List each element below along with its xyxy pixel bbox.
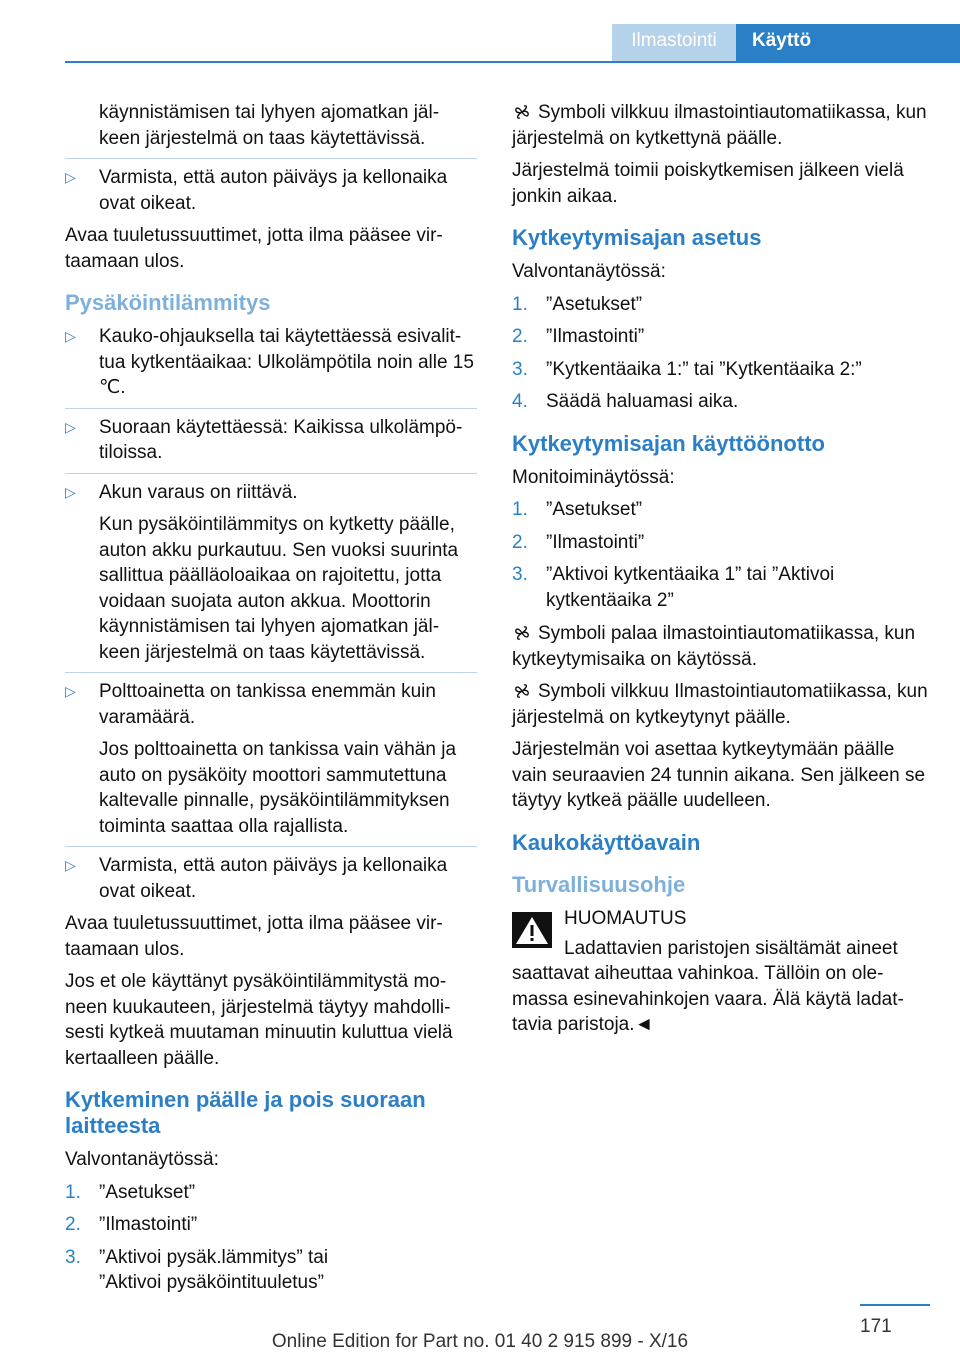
- heading-remote-key: Kaukokäyttöavain: [512, 829, 701, 855]
- fan-symbol-icon: [512, 104, 532, 120]
- steps-timer-usage: [512, 497, 932, 613]
- list-item: 1. ”Asetukset”: [65, 1181, 196, 1203]
- heading-parking-heater: Pysäköintilämmitys: [65, 290, 271, 315]
- intro-monitor-right: Valvontanäytössä:: [512, 261, 666, 282]
- triangle-bullet-icon: ▷: [65, 483, 76, 500]
- bullet-check-date-2: ▷ Varmista, että auton päiväys ja kellonaika ovat oikeat.: [65, 855, 448, 902]
- header-tab-climate[interactable]: Ilmastointi: [631, 30, 717, 51]
- separator: [65, 158, 477, 159]
- list-item: 2. ”Ilmastointi”: [65, 1214, 198, 1235]
- step-3-continuation: ”Aktivoi pysäköintituuletus”: [99, 1272, 324, 1293]
- list-item: 1. ”Asetukset”: [512, 293, 643, 315]
- bullet-battery: ▷ Akun varaus on riittävä. Kun pysäköintilämmitys on kytketty päälle, auton akku purkautuu. Sen vuoksi suurinta sallittua päälläoloaikaa on rajoitettu, jotta voidaan suojata auton akkua. Moottorin käynnistämisen tai lyhyen ajomatkan jäl-keen järjestelmä on taas käytettävissä.: [65, 480, 477, 666]
- fan-symbol-icon: [512, 625, 532, 641]
- bullet-check-date: ▷ Varmista, että auton päiväys ja kellonaika ovat oikeat.: [65, 167, 448, 214]
- para-symbol-blinks: Symboli vilkkuu ilmastointiautomatiikassa, kun järjestelmä on kytkettynä päälle.: [512, 102, 927, 149]
- steps-direct: [65, 1180, 477, 1296]
- intro-line-2: keen järjestelmä on taas käytettävissä.: [99, 127, 426, 149]
- right-column: [512, 100, 932, 1045]
- intro-continuation: [65, 100, 477, 151]
- intro-line-1: käynnistämisen tai lyhyen ajomatkan jäl-: [99, 102, 440, 123]
- separator: [65, 672, 477, 673]
- warning-text: Ladattavien paristojen sisältämät aineet saattavat aiheuttaa vahinkoa. Tällöin on ole-massa esinevahinkojen vaara. Älä käytä ladat-tavia paristoja.◄: [512, 937, 904, 1035]
- list-item: 1. ”Asetukset”: [512, 499, 643, 520]
- para-open-vents: Avaa tuuletussuuttimet, jotta ilma pääsee vir-taamaan ulos.: [65, 225, 443, 272]
- steps-timer-setting: [512, 292, 932, 415]
- intro-multifunction: Monitoiminäytössä:: [512, 466, 675, 488]
- bullet-remote: ▷ Kauko-ohjauksella tai käytettäessä esivalit-tua kytkentäaikaa: Ulkolämpötila noin alle 15 ℃.: [65, 326, 474, 398]
- para-symbol-lit: Symboli palaa ilmastointiautomatiikassa, kun kytkeytymisaika on käytössä.: [512, 623, 916, 670]
- fan-symbol-icon: [512, 683, 532, 699]
- separator: [65, 473, 477, 474]
- separator: [65, 846, 477, 847]
- header-tab-operation[interactable]: Käyttö: [752, 30, 812, 51]
- warning-triangle-icon: [512, 912, 552, 948]
- para-open-vents-2: Avaa tuuletussuuttimet, jotta ilma pääsee vir-taamaan ulos.: [65, 913, 443, 960]
- list-item: 3. ”Kytkentäaika 1:” tai ”Kytkentäaika 2:”: [512, 358, 862, 380]
- list-item: 4. Säädä haluamasi aika.: [512, 391, 739, 412]
- heading-direct-switch: Kytkeminen päälle ja pois suoraan laitteesta: [65, 1087, 426, 1138]
- list-item: 2. ”Ilmastointi”: [512, 326, 645, 347]
- header-divider: [65, 61, 960, 63]
- bullet-battery-detail: Kun pysäköintilämmitys on kytketty päälle, auton akku purkautuu. Sen vuoksi suurinta sallittua päälläoloaikaa on rajoitettu, jotta voidaan suojata auton akkua. Moottorin käynnistämisen tai lyhyen ajomatkan jäl-keen järjestelmä on taas käytettävissä.: [99, 514, 459, 663]
- triangle-bullet-icon: ▷: [65, 683, 76, 699]
- heading-safety: Turvallisuusohje: [512, 871, 686, 897]
- bullet-fuel-detail: Jos polttoainetta on tankissa vain vähän ja auto on pysäköity moottori sammutettuna kaltevalle pinnalle, pysäköintilämmityksen toiminta saattaa olla rajallista.: [99, 739, 457, 837]
- triangle-bullet-icon: ▷: [65, 169, 76, 185]
- bullet-direct: ▷ Suoraan käytettäessä: Kaikissa ulkolämpö-tiloissa.: [65, 416, 463, 463]
- intro-monitor: Valvontanäytössä:: [65, 1149, 219, 1170]
- triangle-bullet-icon: ▷: [65, 328, 76, 344]
- footer-divider: [860, 1304, 930, 1306]
- page-number: 171: [860, 1316, 892, 1337]
- para-symbol-blinks-2: Symboli vilkkuu Ilmastointiautomatiikassa, kun järjestelmä on kytkeytynyt päälle.: [512, 681, 928, 728]
- triangle-bullet-icon: ▷: [65, 418, 76, 435]
- separator: [65, 408, 477, 409]
- list-item: 3. ”Aktivoi pysäk.lämmitys” tai ”Aktivoi pysäköintituuletus”: [65, 1246, 329, 1293]
- para-24-hours: Järjestelmän voi asettaa kytkeytymään päälle vain seuraavien 24 tunnin aikana. Sen jälkeen se täytyy kytkeä päälle uudelleen.: [512, 739, 926, 811]
- heading-timer-usage: Kytkeytymisajan käyttöönotto: [512, 430, 825, 456]
- warning-title: HUOMAUTUS: [564, 907, 687, 929]
- bullet-fuel: ▷ Polttoainetta on tankissa enemmän kuin varamäärä. Jos polttoainetta on tankissa vain vähän ja auto on pysäköity moottori sammutettuna kaltevalle pinnalle, pysäköintilämmityksen toiminta saattaa olla rajallista.: [65, 679, 477, 839]
- list-item: 2. ”Ilmastointi”: [512, 531, 645, 553]
- para-runs-after: Järjestelmä toimii poiskytkemisen jälkeen vielä jonkin aikaa.: [512, 160, 904, 207]
- para-months-unused: Jos et ole käyttänyt pysäköintilämmitystä mo-neen kuukauteen, järjestelmä täytyy mahdolli-sesti kytkeä muutaman minuutin kuluttua vielä kertaalleen päälle.: [65, 971, 453, 1069]
- triangle-bullet-icon: ▷: [65, 857, 76, 873]
- heading-timer-setting: Kytkeytymisajan asetus: [512, 225, 762, 250]
- left-column: [65, 100, 477, 1304]
- footer-edition: Online Edition for Part no. 01 40 2 915 899 - X/16: [271, 1331, 689, 1352]
- list-item: 3. ”Aktivoi kytkentäaika 1” tai ”Aktivoi kytkentäaika 2”: [512, 564, 835, 611]
